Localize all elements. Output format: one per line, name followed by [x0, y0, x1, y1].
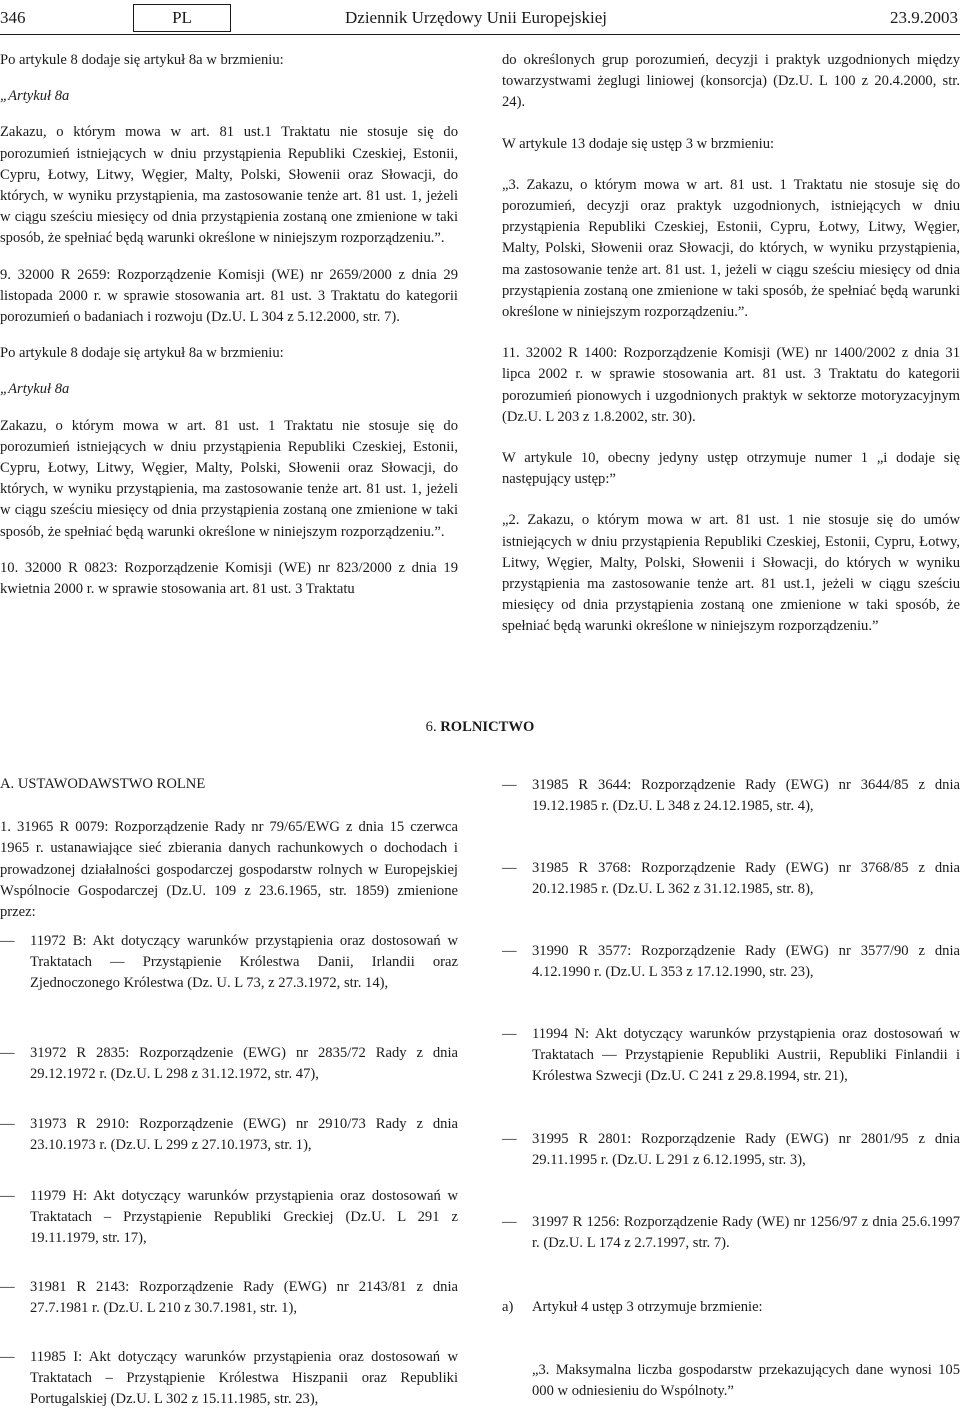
intro-paragraph: W artykule 13 dodaje się ustęp 3 w brzmieniu: — [502, 135, 775, 152]
list-item-text: 11972 B: Akt dotyczący warunków przystąpienia oraz dostosowań w Traktatach — Przystąpienie Królestwa Danii, Irlandii oraz Zjednoczonego Królestwa (Dz. U. L 73, z 27.3.1972, str. 14), — [30, 933, 458, 991]
quoted-text: „3. Maksymalna liczba gospodarstw przekazujących dane wynosi 105 000 w odniesieniu do Wspólnoty.” — [532, 1362, 960, 1399]
article-body: Zakazu, o którym mowa w art. 81 ust. 1 Traktatu nie stosuje się do porozumień istniejących w dniu przystąpienia Republiki Czeskiej, Estonii, Cypru, Łotwy, Litwy, Węgier, Malty, Polski, Słowenii oraz Słowacji, do których, w wyniku przystąpienia, ma zastosowanie tenże art. 81 ust. 1, jeżeli w ciągu sześciu miesięcy od dnia przystąpienia zostaną one zmienione w taki sposób, że spełniać będą warunki określone w niniejszym rozporządzeniu.”. — [0, 417, 458, 540]
list-item — [0, 1347, 458, 1410]
article-body: Zakazu, o którym mowa w art. 81 ust.1 Traktatu nie stosuje się do porozumień istniejących w dniu przystąpienia Republiki Czeskiej, Estonii, Cypru, Łotwy, Litwy, Węgier, Malty, Polski, Słowenii oraz Słowacji, do których, w wyniku przystąpienia, ma zastosowanie tenże art. 81 ust. 1, jeżeli w ciągu sześciu miesięcy od dnia przystąpienia zostaną one zmienione w taki sposób, że spełniać będą warunki określone w niniejszym rozporządzeniu.”. — [0, 124, 458, 247]
dash-marker: — — [0, 1045, 15, 1061]
quoted-paragraph: „3. Zakazu, o którym mowa w art. 81 ust. 1 Traktatu nie stosuje się do porozumień, decyzji oraz praktyk uzgodnionych, istniejących w dniu przystąpienia Republiki Czeskiej, Estonii, Cypru, Łotwy, Litwy, Węgier, Malty, Polski, Słowenii oraz Słowacji, do których, w wyniku przystąpienia, ma zastosowanie tenże art. 81 ust. 1, jeżeli w ciągu sześciu miesięcy od dnia przystąpienia zostaną one zmienione w taki sposób, że spełniać będą warunki określone w niniejszym rozporządzeniu.”. — [502, 176, 960, 321]
list-item-text: 31995 R 2801: Rozporządzenie Rady (EWG) nr 2801/95 z dnia 29.11.1995 r. (Dz.U. L 291 z 6.12.1995, str. 3), — [532, 1131, 960, 1168]
dash-marker: — — [502, 943, 517, 959]
dash-marker: — — [0, 1188, 15, 1204]
dash-marker: — — [0, 1116, 15, 1132]
list-item — [0, 1186, 458, 1249]
list-item-text: 11994 N: Akt dotyczący warunków przystąpienia oraz dostosowań w Traktatach — Przystąpienie Republiki Austrii, Republiki Finlandii i Królestwa Szwecji (Dz.U. C 241 z 29.8.1994, str. 21), — [532, 1026, 960, 1084]
intro-paragraph: W artykule 10, obecny jedyny ustęp otrzymuje numer 1 „i dodaje się następujący ustęp:” — [502, 450, 960, 488]
list-item — [0, 1277, 458, 1319]
list-item-text: 31972 R 2835: Rozporządzenie (EWG) nr 2835/72 Rady z dnia 29.12.1972 r. (Dz.U. L 298 z 31.12.1972, str. 47), — [30, 1045, 458, 1082]
article-title: „Artykuł 8a — [0, 88, 70, 105]
list-item — [0, 931, 458, 994]
list-item-text: 31981 R 2143: Rozporządzenie Rady (EWG) nr 2143/81 z dnia 27.7.1981 r. (Dz.U. L 210 z 30.7.1981, str. 1), — [30, 1279, 458, 1316]
list-item — [502, 775, 960, 817]
header-rule — [0, 34, 960, 35]
intro-paragraph: Po artykule 8 dodaje się artykuł 8a w brzmieniu: — [0, 52, 284, 68]
list-item — [0, 1043, 458, 1085]
intro-paragraph: Po artykule 8 dodaje się artykuł 8a w brzmieniu: — [0, 345, 284, 362]
dash-marker: — — [502, 1131, 517, 1147]
point-a — [502, 1297, 960, 1318]
section-heading — [0, 719, 960, 736]
lower-left-intro — [0, 774, 458, 923]
quoted-paragraph — [532, 1360, 960, 1402]
list-item — [502, 1129, 960, 1171]
continuation-paragraph: do określonych grup porozumień, decyzji i praktyk uzgodnionych między towarzystwami żeglugi liniowej (konsorcja) (Dz.U. L 100 z 20.4.2000, str. 24). — [502, 52, 960, 111]
list-item — [502, 858, 960, 900]
list-item — [502, 1024, 960, 1087]
point-label: a) — [502, 1299, 514, 1315]
dash-marker: — — [0, 1349, 15, 1365]
list-item-text: 31990 R 3577: Rozporządzenie Rady (EWG) nr 3577/90 z dnia 4.12.1990 r. (Dz.U. L 353 z 17.12.1990, str. 23), — [532, 943, 960, 980]
list-item — [502, 941, 960, 983]
dash-marker: — — [502, 1026, 517, 1042]
list-item — [502, 1212, 960, 1254]
quoted-paragraph: „2. Zakazu, o którym mowa w art. 81 ust. 1 nie stosuje się do umów istniejących w dniu przystąpienia Republiki Czeskiej, Estonii, Cypru, Łotwy, Litwy, Węgier, Malty, Polski, Słowenii i Słowacji, do których w wyniku przystąpienia ma zastosowanie tenże art. 81 ust.1, jeżeli w ciągu sześciu miesięcy od dnia przystąpienia zostaną one zmienione w taki sposób, że spełniać będą warunki określone w niniejszym rozporządzeniu.” — [502, 512, 960, 635]
list-item-text: 31985 R 3768: Rozporządzenie Rady (EWG) nr 3768/85 z dnia 20.12.1985 r. (Dz.U. L 362 z 31.12.1985, str. 8), — [532, 860, 960, 897]
item-1: 1. 31965 R 0079: Rozporządzenie Rady nr 79/65/EWG z dnia 15 czerwca 1965 r. ustanawiające sieć zbierania danych rachunkowych o dochodach i prowadzonej działalności gospodarczej gospodarstw rolnych w Europejskiej Wspólnocie Gospodarczej (Dz.U. 109 z 23.6.1965, str. 1859) zmienione przez: — [0, 819, 458, 921]
list-item-text: 31973 R 2910: Rozporządzenie (EWG) nr 2910/73 Rady z dnia 23.10.1973 r. (Dz.U. L 299 z 27.10.1973, str. 1), — [30, 1116, 458, 1153]
subsection-heading: A. USTAWODAWSTWO ROLNE — [0, 776, 206, 792]
dash-marker: — — [502, 860, 517, 876]
dash-marker: — — [502, 777, 517, 793]
article-title: „Artykuł 8a — [0, 381, 70, 398]
item-10: 10. 32000 R 0823: Rozporządzenie Komisji (WE) nr 823/2000 z dnia 19 kwietnia 2000 r. w sprawie stosowania art. 81 ust. 3 Traktatu — [0, 559, 458, 598]
language-badge: PL — [133, 4, 231, 32]
journal-title: Dziennik Urzędowy Unii Europejskiej — [345, 8, 608, 27]
list-item-text: 31985 R 3644: Rozporządzenie Rady (EWG) nr 3644/85 z dnia 19.12.1985 r. (Dz.U. L 348 z 24.12.1985, str. 4), — [532, 777, 960, 814]
issue-date: 23.9.2003 — [890, 8, 958, 27]
page-number: 346 — [0, 8, 26, 27]
list-item-text: 11979 H: Akt dotyczący warunków przystąpienia oraz dostosowań w Traktatach – Przystąpienie Republiki Greckiej (Dz.U. L 291 z 19.11.1979, str. 17), — [30, 1188, 458, 1246]
list-item-text: 31997 R 1256: Rozporządzenie Rady (WE) nr 1256/97 z dnia 25.6.1997 r. (Dz.U. L 174 z 2.7.1997, str. 7). — [532, 1214, 960, 1251]
page-header — [0, 4, 960, 34]
section-number: 6. — [425, 719, 437, 735]
dash-marker: — — [0, 1279, 15, 1295]
item-11: 11. 32002 R 1400: Rozporządzenie Komisji (WE) nr 1400/2002 z dnia 31 lipca 2002 r. w sprawie stosowania art. 81 ust. 3 Traktatu do kategorii porozumień pionowych i uzgodnionych praktyk w sektorze motoryzacyjnym (Dz.U. L 203 z 1.8.2002, str. 30). — [502, 345, 960, 425]
dash-marker: — — [0, 933, 15, 949]
list-item-text: 11985 I: Akt dotyczący warunków przystąpienia oraz dostosowań w Traktatach – Przystąpienie Królestwa Hiszpanii oraz Republiki Portugalskiej (Dz.U. L 302 z 15.11.1985, str. 23), — [30, 1349, 458, 1407]
left-column — [0, 50, 458, 600]
point-a-text: Artykuł 4 ustęp 3 otrzymuje brzmienie: — [532, 1299, 763, 1315]
section-title: ROLNICTWO — [440, 719, 535, 735]
item-9: 9. 32000 R 2659: Rozporządzenie Komisji (WE) nr 2659/2000 z dnia 29 listopada 2000 r. w sprawie stosowania art. 81 ust. 3 Traktatu do kategorii porozumień o badaniach i rozwoju (Dz.U. L 304 z 5.12.2000, str. 7). — [0, 266, 458, 326]
list-item — [0, 1114, 458, 1156]
dash-marker: — — [502, 1214, 517, 1230]
right-column — [502, 50, 960, 638]
